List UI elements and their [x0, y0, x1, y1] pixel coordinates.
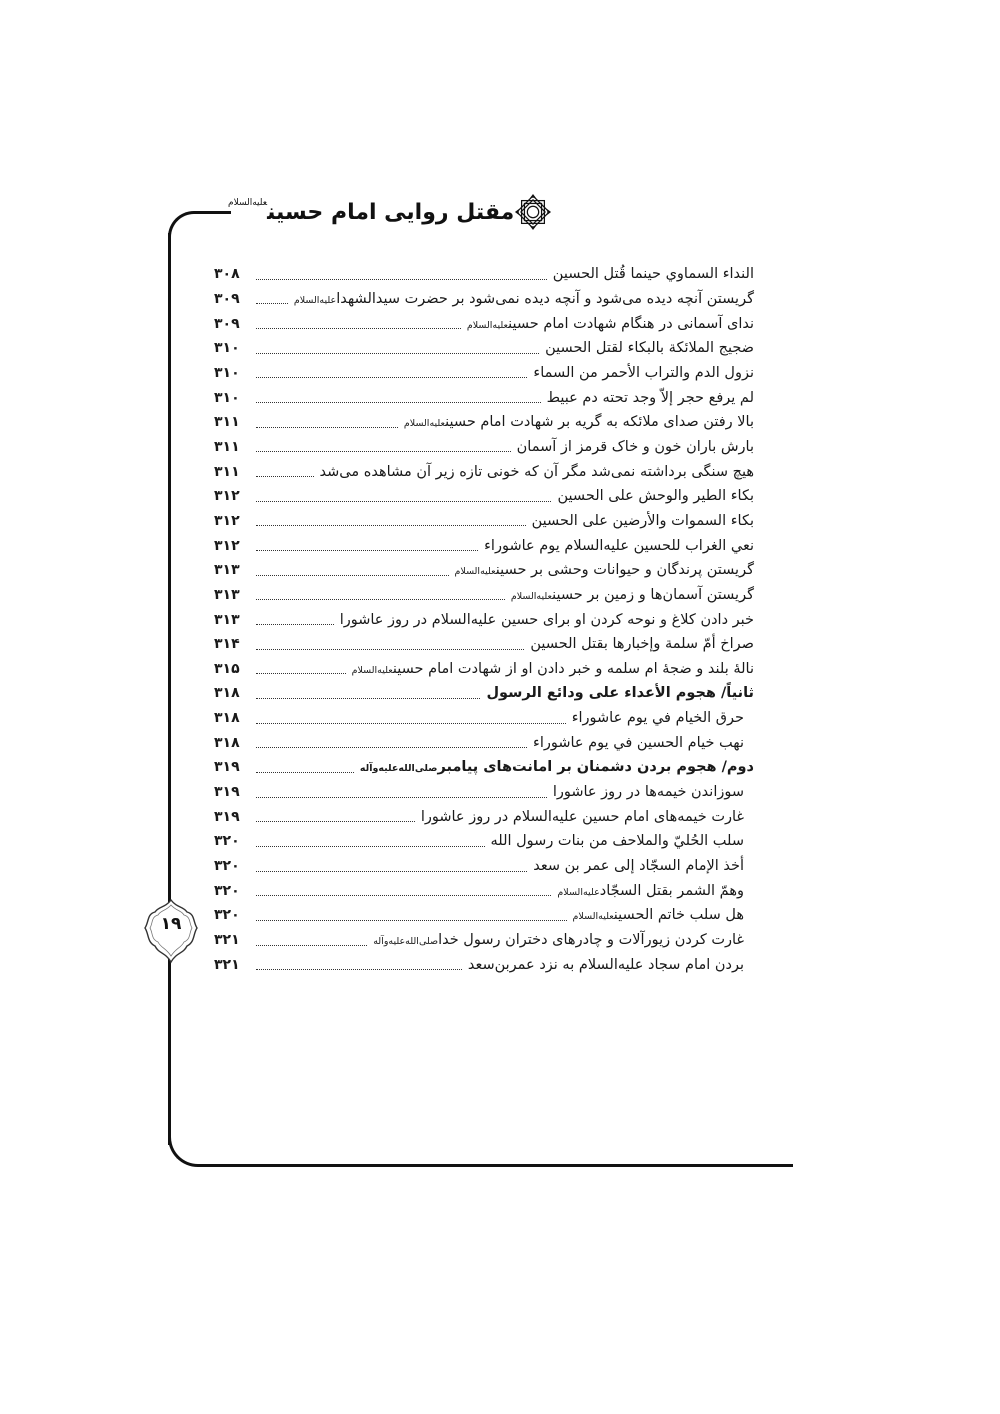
- dot-leader: [256, 673, 346, 674]
- toc-entry[interactable]: [214, 435, 754, 460]
- toc-entry-title: [529, 365, 754, 381]
- toc-entry-page: ۳۲۰: [214, 833, 240, 850]
- page-number: ۱۹: [160, 914, 182, 934]
- toc-entry[interactable]: [214, 336, 754, 361]
- toc-entry-page: ۳۱۸: [214, 734, 240, 751]
- dot-leader: [256, 895, 551, 896]
- toc-entry-title: [451, 562, 754, 578]
- toc-entry-title-text: نالهٔ بلند و ضجهٔ ام سلمه و خبر دادن او از شهادت امام حسین: [392, 660, 754, 677]
- toc-entry-honorific: علیه‌السلام: [510, 590, 553, 602]
- dot-leader: [256, 427, 398, 428]
- toc-entry-title: [553, 488, 754, 504]
- toc-entry-title: [507, 587, 754, 603]
- dot-leader: [256, 846, 485, 847]
- toc-entry-title: [569, 907, 754, 923]
- dot-leader: [256, 303, 288, 304]
- toc-entry-page: ۳۲۰: [214, 882, 240, 899]
- dot-leader: [256, 821, 415, 822]
- toc-entry-title-text: خبر دادن کلاغ و نوحه کردن او برای حسین علیه‌السلام در روز عاشورا: [339, 611, 754, 628]
- toc-entry-page: ۳۲۱: [214, 932, 240, 949]
- toc-entry-honorific: صلی‌الله‌علیه‌وآله: [359, 763, 438, 775]
- toc-entry-page: ۳۱۸: [214, 710, 240, 727]
- toc-entry-title: [487, 833, 754, 849]
- toc-entry[interactable]: [214, 903, 754, 928]
- toc-entry-title: [482, 685, 754, 701]
- toc-entry-title-text: بكاء الطير والوحش على الحسين: [557, 488, 754, 505]
- toc-entry-title-text: سوزاندن خیمه‌ها در روز عاشورا: [552, 784, 744, 801]
- frame-left-rule: [168, 233, 171, 1145]
- toc-entry[interactable]: [214, 607, 754, 632]
- toc-entry-title: [529, 858, 754, 874]
- toc-entry[interactable]: [214, 681, 754, 706]
- toc-entry[interactable]: [214, 361, 754, 386]
- toc-entry-page: ۳۱۹: [214, 759, 240, 776]
- toc-entry-page: ۳۱۴: [214, 636, 240, 653]
- toc-entry-title-text: نزول الدم والتراب الأحمر من السماء: [533, 364, 754, 381]
- toc-entry-title-text: أخذ الإمام السجّاد إلى عمر بن سعد: [533, 858, 744, 875]
- toc-entry-page: ۳۱۳: [214, 562, 240, 579]
- dot-leader: [256, 328, 461, 329]
- dot-leader: [256, 624, 334, 625]
- toc-entry-page: ۳۱۹: [214, 784, 240, 801]
- toc-entry-page: ۳۱۱: [214, 463, 240, 480]
- toc-entry-honorific: عليه‌السلام: [572, 911, 614, 923]
- toc-entry-page: ۳۱۳: [214, 611, 240, 628]
- dot-leader: [256, 797, 547, 798]
- toc-entry-title-text: حرق الخيام في يوم عاشوراء: [571, 710, 744, 727]
- toc-entry-title-text: گریستن پرندگان و حیوانات وحشی بر حسین: [495, 562, 754, 579]
- toc-entry-title-text: غارت کردن زیورآلات و چادرهای دختران رسول خدا: [438, 932, 744, 949]
- toc-entry[interactable]: [214, 657, 754, 682]
- dot-leader: [256, 772, 354, 773]
- toc-entry-page: ۳۰۹: [214, 290, 240, 307]
- toc-entry[interactable]: [214, 262, 754, 287]
- toc-entry-title-text: هیچ سنگی برداشته نمی‌شد مگر آن که خونی تازه زیر آن مشاهده می‌شد: [319, 463, 754, 480]
- toc-entry-page: ۳۱۹: [214, 808, 240, 825]
- toc-entry-title: [336, 612, 754, 628]
- toc-entry-title: [568, 710, 754, 726]
- toc-entry-page: ۳۱۰: [214, 364, 240, 381]
- toc-entry-page: ۳۰۸: [214, 266, 240, 283]
- dot-leader: [256, 723, 566, 724]
- dot-leader: [256, 476, 314, 477]
- toc-entry[interactable]: [214, 311, 754, 336]
- toc-entry-title: [316, 464, 754, 480]
- toc-entry-title: [549, 784, 754, 800]
- toc-entry-title: [513, 439, 754, 455]
- toc-entry-honorific: علیه‌السلام: [293, 294, 337, 306]
- toc-entry-title-text: غارت خیمه‌های امام حسین علیه‌السلام در روز عاشورا: [420, 808, 744, 825]
- toc-entry-title-text: النداء السماوي حينما قُتل الحسين: [552, 266, 754, 283]
- toc-entry-page: ۳۲۱: [214, 956, 240, 973]
- toc-entry[interactable]: [214, 459, 754, 484]
- dot-leader: [256, 353, 539, 354]
- toc-entry-title-text: بارش باران خون و خاک قرمز از آسمان: [516, 438, 754, 455]
- toc-entry-title: [290, 291, 754, 307]
- toc-entry-title: [553, 883, 754, 899]
- toc-entry[interactable]: [214, 854, 754, 879]
- dot-leader: [256, 649, 524, 650]
- toc-entry[interactable]: [214, 287, 754, 312]
- dot-leader: [256, 871, 527, 872]
- octagram-ornament-icon: [514, 193, 552, 231]
- table-of-contents: [214, 262, 754, 977]
- toc-entry-title: [543, 390, 754, 406]
- toc-entry-title-text: نعي الغراب للحسين عليه‌السلام يوم عاشوراء: [484, 537, 754, 554]
- toc-entry-page: ۳۱۲: [214, 537, 240, 554]
- toc-entry-title: [464, 957, 754, 973]
- dot-leader: [256, 945, 367, 946]
- dot-leader: [256, 698, 480, 699]
- toc-entry-page: ۳۱۱: [214, 414, 240, 431]
- toc-entry-page: ۳۱۰: [214, 340, 240, 357]
- toc-entry-title: [528, 513, 754, 529]
- toc-entry[interactable]: [214, 632, 754, 657]
- toc-entry-page: ۳۱۳: [214, 586, 240, 603]
- toc-entry[interactable]: [214, 952, 754, 977]
- toc-entry-page: ۳۲۰: [214, 858, 240, 875]
- dot-leader: [256, 402, 541, 403]
- toc-entry-title-text: بردن امام سجاد علیه‌السلام به نزد عمربن‌سعد: [467, 956, 744, 973]
- toc-entry[interactable]: [214, 410, 754, 435]
- toc-entry-page: ۳۰۹: [214, 315, 240, 332]
- dot-leader: [256, 575, 449, 576]
- toc-entry[interactable]: [214, 928, 754, 953]
- toc-entry-title-text: نهب خيام الحسين في يوم عاشوراء: [533, 734, 744, 751]
- toc-entry[interactable]: [214, 509, 754, 534]
- running-header: [228, 186, 558, 238]
- dot-leader: [256, 451, 511, 452]
- toc-entry-title-text: هل سلب خاتم الحسين: [613, 907, 744, 924]
- toc-entry-page: ۳۱۱: [214, 438, 240, 455]
- dot-leader: [256, 599, 505, 600]
- toc-entry-honorific: صلی‌الله‌علیه‌وآله: [373, 936, 439, 948]
- toc-entry-page: ۳۲۰: [214, 907, 240, 924]
- toc-entry[interactable]: [214, 558, 754, 583]
- toc-entry[interactable]: [214, 484, 754, 509]
- toc-entry-title-text: صراخ أمّ سلمة وإخبارها بقتل الحسين: [530, 636, 754, 653]
- toc-entry-title-text: گریستن آنچه دیده می‌شود و آنچه دیده نمی‌شود بر حضرت سیدالشهدا: [336, 290, 754, 307]
- toc-entry-title: [463, 316, 754, 332]
- toc-entry-page: ۳۱۲: [214, 512, 240, 529]
- toc-entry-title-text: دوم/ هجوم بردن دشمنان بر امانت‌های پیامبر: [437, 759, 754, 776]
- toc-entry[interactable]: [214, 385, 754, 410]
- toc-entry-title-text: گریستن آسمان‌ها و زمین بر حسین: [552, 586, 754, 603]
- toc-entry-title-text: ندای آسمانی در هنگام شهادت امام حسین: [508, 315, 754, 332]
- toc-entry-title-text: وهمّ الشمر بقتل السجّاد: [599, 882, 744, 899]
- toc-entry-title: [541, 340, 754, 356]
- toc-entry-honorific: علیه‌السلام: [403, 418, 446, 430]
- toc-entry[interactable]: [214, 533, 754, 558]
- toc-entry[interactable]: [214, 804, 754, 829]
- toc-entry-title: [417, 809, 754, 825]
- toc-entry-title: [348, 661, 754, 677]
- header-honorific: علیه‌السلام: [228, 197, 268, 208]
- toc-entry[interactable]: [214, 829, 754, 854]
- toc-entry-page: ۳۱۵: [214, 660, 240, 677]
- toc-entry-honorific: علیه‌السلام: [454, 566, 496, 578]
- toc-entry-page: ۳۱۰: [214, 389, 240, 406]
- toc-entry-title-text: لم يرفع حجر إلاّ وجد تحته دم عبيط: [546, 389, 754, 406]
- toc-entry[interactable]: [214, 878, 754, 903]
- toc-entry-title: [526, 636, 754, 652]
- dot-leader: [256, 747, 527, 748]
- toc-entry[interactable]: [214, 730, 754, 755]
- toc-entry[interactable]: [214, 706, 754, 731]
- header-title-text: مقتل روایی امام حسین: [267, 199, 515, 225]
- dot-leader: [256, 279, 547, 280]
- toc-entry-honorific: علیه‌السلام: [466, 319, 509, 331]
- frame-top-corner: [168, 211, 231, 238]
- header-title: [228, 197, 515, 225]
- toc-entry-title: [549, 266, 754, 282]
- toc-entry-page: ۳۱۲: [214, 488, 240, 505]
- frame-bottom-rule: [168, 1120, 793, 1167]
- toc-entry-title-text: بالا رفتن صدای ملائکه به گریه بر شهادت امام حسین: [445, 414, 754, 431]
- toc-entry-title: [480, 538, 754, 554]
- toc-entry-honorific: عليه‌السلام: [557, 886, 600, 898]
- toc-entry-title: [369, 932, 754, 948]
- toc-entry[interactable]: [214, 780, 754, 805]
- toc-entry-title: [400, 414, 754, 430]
- dot-leader: [256, 550, 478, 551]
- toc-entry-title-text: بكاء السموات والأرضين على الحسين: [531, 512, 754, 529]
- dot-leader: [256, 525, 526, 526]
- toc-entry[interactable]: [214, 583, 754, 608]
- toc-entry-title-text: ثانياً/ هجوم الأعداء على ودائع الرسول: [486, 685, 754, 702]
- toc-entry[interactable]: [214, 755, 754, 780]
- toc-entry-title-text: سلب الحُليّ والملاحف من بنات رسول الله: [490, 833, 744, 850]
- toc-entry-title-text: ضجيج الملائكة بالبكاء لقتل الحسين: [545, 340, 754, 357]
- toc-entry-title: [529, 735, 754, 751]
- toc-entry-title: [356, 759, 754, 775]
- dot-leader: [256, 969, 462, 970]
- toc-entry-page: ۳۱۸: [214, 685, 240, 702]
- dot-leader: [256, 501, 551, 502]
- dot-leader: [256, 377, 527, 378]
- dot-leader: [256, 920, 567, 921]
- toc-entry-honorific: علیه‌السلام: [351, 664, 393, 676]
